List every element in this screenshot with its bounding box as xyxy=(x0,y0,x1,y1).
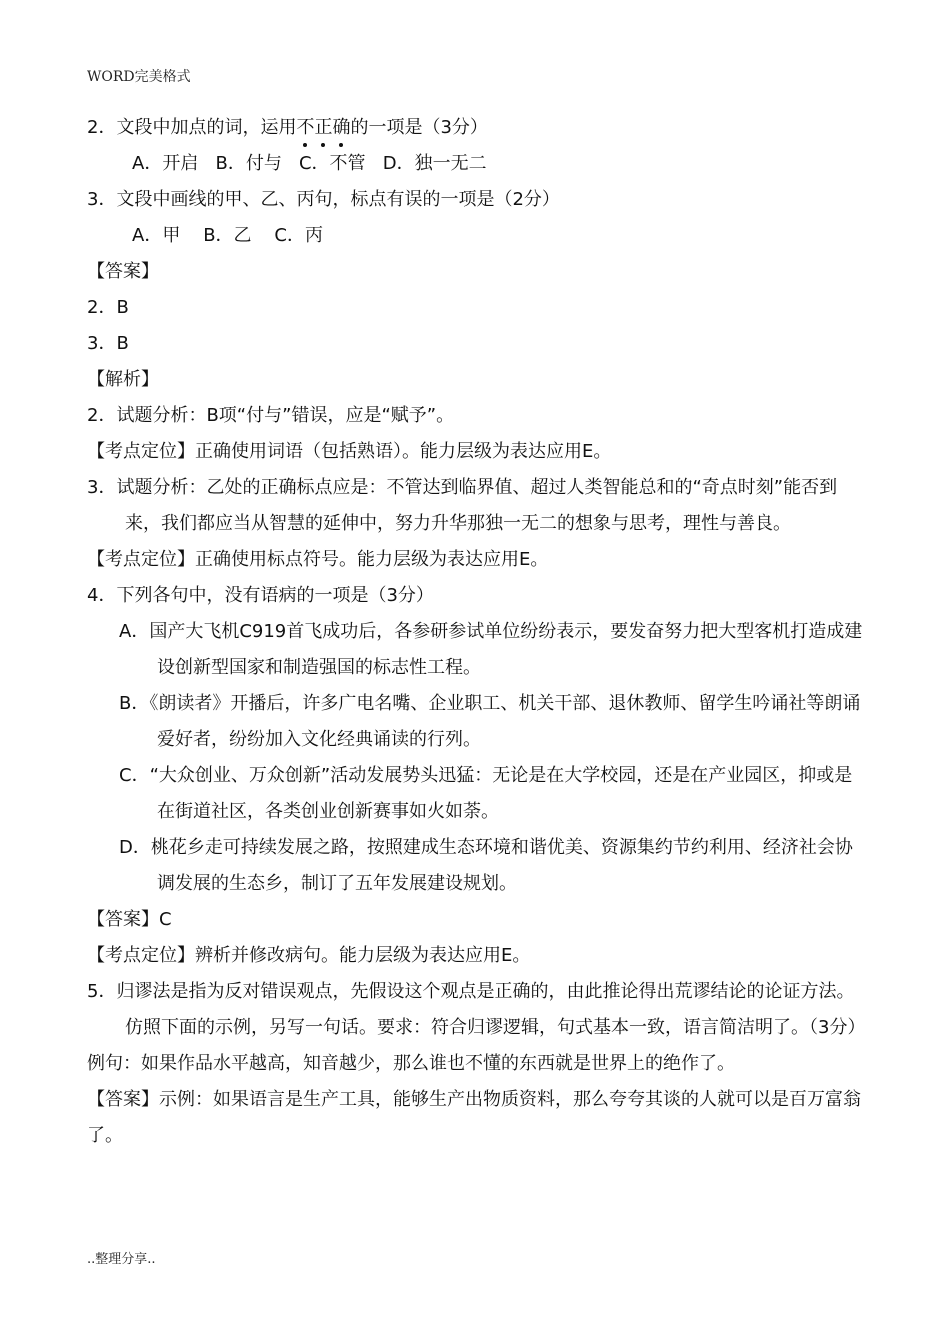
answer-3: 3．B xyxy=(87,333,129,354)
q4-option-b: B．《朗读者》开播后，许多广电名嘴、企业职工、机关干部、退休教师、留学生吟诵社等朗诵爱好者，纷纷加入文化经典诵读的行列。 xyxy=(119,693,861,750)
q5-answer: 【答案】示例：如果语言是生产工具，能够生产出物质资料，那么夸夸其谈的人就可以是百万富翁了。 xyxy=(87,1089,861,1146)
page-footer: ..整理分享.. xyxy=(87,1252,156,1267)
kaodian-3: 【考点定位】正确使用标点符号。能力层级为表达应用E。 xyxy=(87,549,549,570)
kaodian-2: 【考点定位】正确使用词语（包括熟语）。能力层级为表达应用E。 xyxy=(87,441,612,462)
kaodian-4: 【考点定位】辨析并修改病句。能力层级为表达应用E。 xyxy=(87,945,531,966)
q5-stem: 5．归谬法是指为反对错误观点，先假设这个观点是正确的，由此推论得出荒谬结论的论证方法。仿照下面的示例，另写一句话。要求：符合归谬逻辑，句式基本一致，语言简洁明了。（3分） xyxy=(87,981,866,1038)
q2-stem: 2．文段中加点的词，运用不正确的一项是（3分） xyxy=(87,117,488,138)
answer-4: 【答案】C xyxy=(87,909,172,930)
document-body xyxy=(87,110,867,1154)
analysis-3: 3．试题分析：乙处的正确标点应是：不管达到临界值、超过人类智能总和的“奇点时刻”能否到来，我们都应当从智慧的延伸中，努力升华那独一无二的想象与思考，理性与善良。 xyxy=(87,477,838,534)
answer-2: 2．B xyxy=(87,297,129,318)
q4-stem: 4．下列各句中，没有语病的一项是（3分） xyxy=(87,585,434,606)
q3-stem: 3．文段中画线的甲、乙、丙句，标点有误的一项是（2分） xyxy=(87,189,560,210)
analysis-2: 2．试题分析：B项“付与”错误，应是“赋予”。 xyxy=(87,405,455,426)
q4-option-a: A．国产大飞机C919首飞成功后，各参研参试单位纷纷表示，要发奋努力把大型客机打造成建设创新型国家和制造强国的标志性工程。 xyxy=(119,621,863,678)
q4-option-c: C．“大众创业、万众创新”活动发展势头迅猛：无论是在大学校园，还是在产业园区，抑或是在街道社区，各类创业创新赛事如火如荼。 xyxy=(119,765,853,822)
q4-option-d: D．桃花乡走可持续发展之路，按照建成生态环境和谐优美、资源集约节约利用、经济社会协调发展的生态乡，制订了五年发展建设规划。 xyxy=(119,837,853,894)
q2-options: A．开启 B．付与 C．不管 D．独一无二 xyxy=(132,153,487,174)
answer-label: 【答案】 xyxy=(87,261,159,282)
analysis-label: 【解析】 xyxy=(87,369,159,390)
page-header: WORD完美格式 xyxy=(87,69,191,85)
q5-example: 例句：如果作品水平越高，知音越少，那么谁也不懂的东西就是世界上的绝作了。 xyxy=(87,1053,735,1074)
q3-options: A．甲 B．乙 C．丙 xyxy=(132,225,324,246)
emphasis-dotted-words: 不正确 xyxy=(296,117,351,138)
